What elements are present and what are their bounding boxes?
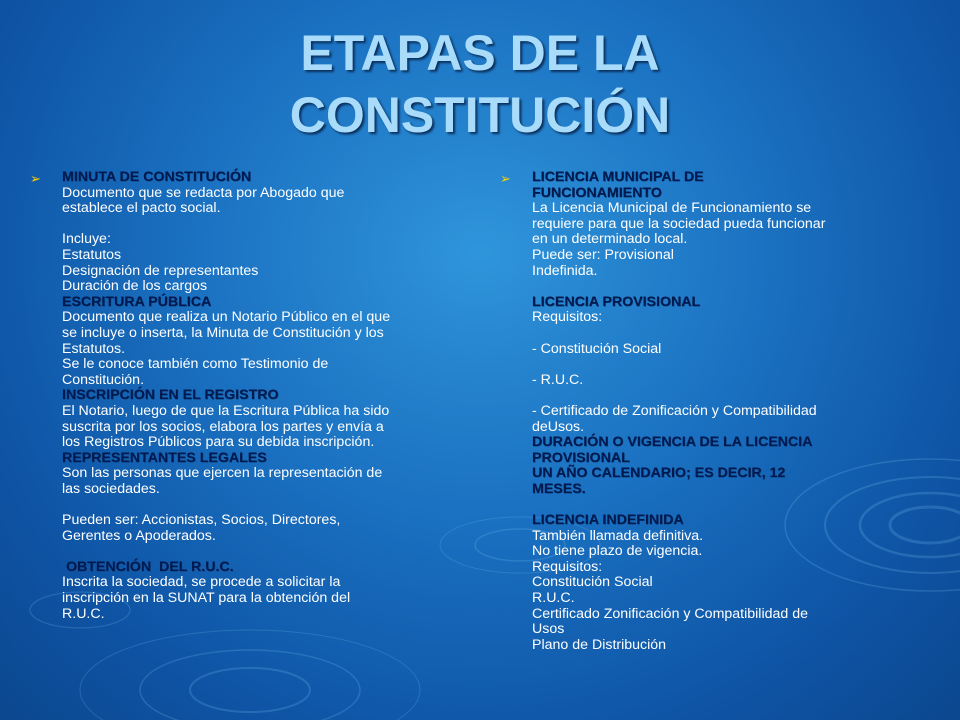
stages-list-left [30, 170, 478, 622]
text-line: los Registros Públicos para su debida inscripción. [62, 434, 375, 451]
text-line: Constitución. [62, 371, 145, 388]
title-line-1: ETAPAS DE LA [300, 25, 660, 81]
text-line: Inscrita la sociedad, se procede a solicitar la [62, 574, 341, 591]
text-line: suscrita por los socios, elabora los partes y envía a [62, 418, 384, 435]
heading-un-ano: UN AÑO CALENDARIO; ES DECIR, 12 [532, 465, 786, 482]
text-line: Documento que realiza un Notario Público en el que [62, 309, 391, 326]
text-line: establece el pacto social. [62, 200, 221, 217]
heading-minuta: MINUTA DE CONSTITUCIÓN [62, 169, 252, 185]
slide-title [0, 22, 960, 146]
text-line: deUsos. [532, 418, 585, 435]
text-line: Son las personas que ejercen la representación de [62, 465, 383, 482]
text-line: Plano de Distribución [532, 636, 667, 653]
text-line: Usos [532, 621, 565, 638]
text-line: Estatutos. [62, 340, 126, 357]
text-line: Indefinida. [532, 262, 598, 279]
text-line: R.U.C. [62, 605, 105, 622]
text-line: se incluye o inserta, la Minuta de Constitución y los [62, 324, 384, 341]
text-line: - Certificado de Zonificación y Compatibilidad [532, 402, 817, 419]
heading-licencia-provisional: LICENCIA PROVISIONAL [532, 293, 701, 310]
heading-escritura: ESCRITURA PÚBLICA [62, 293, 212, 310]
arrow-bullet-icon: ➢ [500, 171, 511, 186]
text-line: El Notario, luego de que la Escritura Pública ha sido [62, 402, 390, 419]
text-line: Se le conoce también como Testimonio de [62, 356, 329, 373]
heading-representantes: REPRESENTANTES LEGALES [62, 449, 267, 466]
heading-licencia-municipal-cont: FUNCIONAMIENTO [532, 184, 662, 201]
heading-licencia-municipal: LICENCIA MUNICIPAL DE [532, 169, 704, 185]
left-column [30, 170, 478, 622]
right-column [500, 170, 905, 653]
text-line: Estatutos [62, 246, 122, 263]
title-line-2: CONSTITUCIÓN [289, 87, 671, 143]
text-line: Incluye: [62, 231, 111, 248]
arrow-bullet-icon: ➢ [30, 171, 41, 186]
text-line: No tiene plazo de vigencia. [532, 543, 703, 560]
heading-un-ano-cont: MESES. [532, 480, 586, 497]
text-line: Puede ser: Provisional [532, 246, 674, 263]
text-line: Documento que se redacta por Abogado que [62, 184, 345, 201]
text-line: Certificado Zonificación y Compatibilidad de [532, 605, 809, 622]
text-line: - Constitución Social [532, 340, 662, 357]
text-line: las sociedades. [62, 480, 160, 497]
heading-duracion: DURACIÓN O VIGENCIA DE LA LICENCIA [532, 434, 813, 451]
text-line: También llamada definitiva. [532, 527, 704, 544]
text-line: en un determinado local. [532, 231, 688, 248]
text-line: La Licencia Municipal de Funcionamiento se [532, 200, 812, 217]
text-line: R.U.C. [532, 590, 575, 607]
text-line: Requisitos: [532, 309, 603, 326]
text-line: Duración de los cargos [62, 278, 208, 295]
heading-inscripcion: INSCRIPCIÓN EN EL REGISTRO [62, 387, 279, 404]
heading-duracion-cont: PROVISIONAL [532, 449, 630, 466]
text-line: inscripción en la SUNAT para la obtención del [62, 590, 351, 607]
text-line: requiere para que la sociedad pueda funcionar [532, 215, 826, 232]
text-line: Pueden ser: Accionistas, Socios, Directores, [62, 512, 341, 529]
heading-licencia-indefinida: LICENCIA INDEFINIDA [532, 512, 684, 529]
licenses-list-right [500, 170, 905, 653]
text-line: Constitución Social [532, 574, 653, 591]
text-line: Requisitos: [532, 558, 603, 575]
text-line: - R.U.C. [532, 371, 584, 388]
text-line: Gerentes o Apoderados. [62, 527, 216, 544]
text-line: Designación de representantes [62, 262, 259, 279]
heading-ruc: OBTENCIÓN DEL R.U.C. [62, 558, 234, 575]
